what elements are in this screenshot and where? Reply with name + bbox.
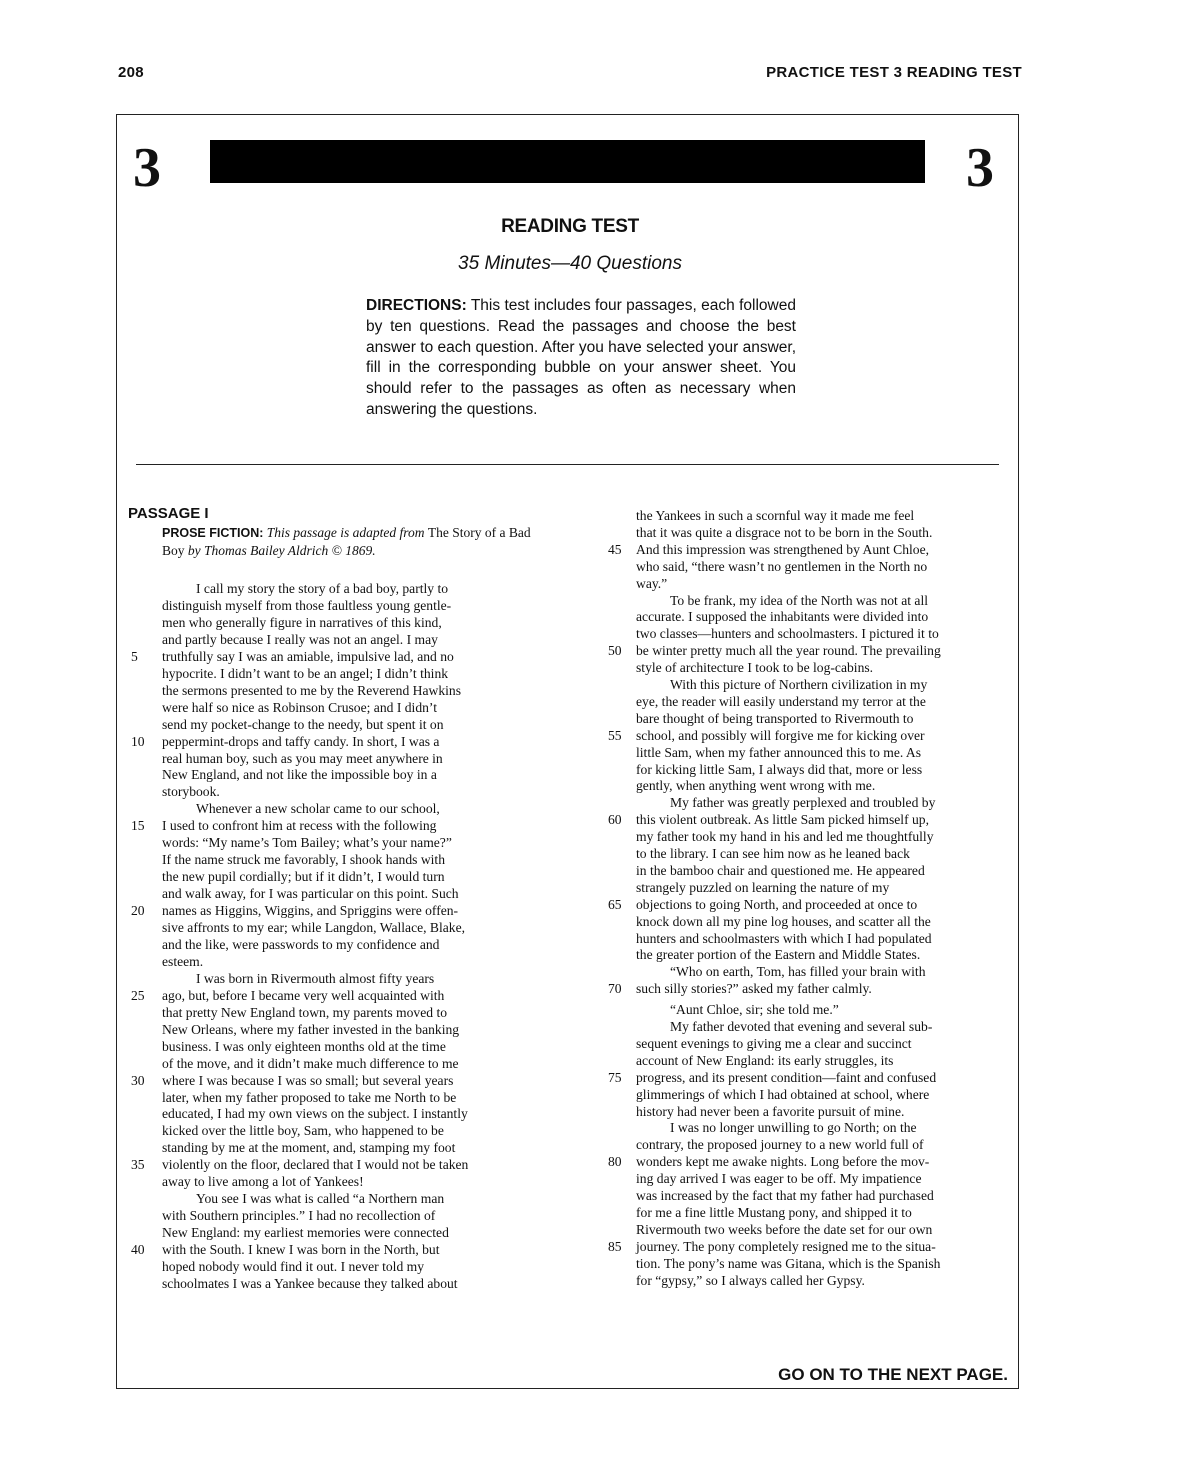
passage-line: and walk away, for I was particular on this point. Such	[162, 886, 459, 902]
passage-line: progress, and its present condition—faint and confused	[636, 1069, 937, 1085]
passage-line: I call my story the story of a bad boy, partly to	[196, 581, 449, 596]
passage-line: bare thought of being transported to Rivermouth to	[636, 710, 914, 726]
passage-line: who said, “there wasn’t no gentlemen in the North no	[636, 558, 928, 574]
line-number: 40	[131, 1242, 145, 1258]
passage-line: hoped nobody would find it out. I never told my	[162, 1259, 425, 1274]
passage-line: the new pupil cordially; but if it didn’t, I would turn	[162, 869, 445, 885]
passage-line: real human boy, such as you may meet anywhere in	[162, 750, 443, 766]
line-number: 75	[608, 1069, 622, 1085]
passage-line: sive affronts to my ear; while Langdon, Wallace, Blake,	[162, 920, 466, 935]
line-number: 45	[608, 541, 622, 557]
passage-line: for kicking little Sam, I always did that, more or less	[636, 761, 923, 777]
passage-line: sequent evenings to giving me a clear and succinct	[636, 1035, 912, 1051]
passage-line: “Aunt Chloe, sir; she told me.”	[670, 1002, 839, 1018]
passage-line: I was no longer unwilling to go North; on the	[670, 1120, 917, 1136]
line-number: 55	[608, 727, 622, 743]
passage-line: schoolmates I was a Yankee because they talked about	[162, 1275, 458, 1291]
passage-line: To be frank, my idea of the North was not at all	[670, 592, 929, 608]
passage-line: later, when my father proposed to take me North to be	[162, 1089, 457, 1105]
passage-line: for me a fine little Mustang pony, and shipped it to	[636, 1204, 912, 1220]
passage-line: names as Higgins, Wiggins, and Spriggins were offen-	[162, 903, 459, 919]
section-number-right: 3	[966, 137, 994, 199]
line-number: 10	[131, 733, 145, 749]
passage-line: esteem.	[162, 953, 204, 969]
passage-line: standing by me at the moment, and, stamping my foot	[162, 1140, 456, 1156]
passage-line: educated, I had my own views on the subject. I instantly	[162, 1106, 468, 1122]
passage-line: I used to confront him at recess with the following	[162, 818, 437, 834]
line-number: 85	[608, 1238, 622, 1254]
section-number-left: 3	[133, 137, 161, 199]
passage-line: accurate. I supposed the inhabitants were divided into	[636, 609, 929, 625]
passage-line: of the move, and it didn’t make much difference to me	[162, 1055, 459, 1071]
passage-line: New England, and not like the impossible boy in a	[162, 767, 437, 783]
passage-line: wonders kept me awake nights. Long before the mov-	[636, 1154, 930, 1170]
passage-line: ago, but, before I became very well acquainted with	[162, 987, 445, 1003]
source-author: by Thomas Bailey Aldrich © 1869.	[184, 543, 376, 558]
passage-line: strangely puzzled on learning the nature of my	[636, 879, 890, 895]
line-number: 30	[131, 1072, 145, 1088]
passage-source	[162, 524, 536, 559]
passage-line: words: “My name’s Tom Bailey; what’s your name?”	[162, 835, 452, 851]
passage-line: to the library. I can see him now as he leaned back	[636, 846, 910, 861]
passage-line: Rivermouth two weeks before the date set for our own	[636, 1221, 933, 1237]
passage-line: My father devoted that evening and several sub-	[670, 1019, 933, 1034]
source-label: PROSE FICTION:	[162, 526, 264, 540]
passage-line: and partly because I really was not an angel. I may	[162, 631, 438, 647]
passage-line: with the South. I knew I was born in the North, but	[162, 1242, 440, 1258]
passage-line: school, and possibly will forgive me for kicking over	[636, 727, 925, 743]
passage-line: and the like, were passwords to my confidence and	[162, 936, 440, 952]
passage-line: way.”	[636, 575, 668, 591]
source-title: The Story of a Bad Boy	[162, 525, 531, 558]
passage-line: be winter pretty much all the year round. The prevailing	[636, 643, 941, 659]
directions	[366, 296, 796, 421]
go-on-notice: GO ON TO THE NEXT PAGE.	[778, 1365, 1008, 1384]
passage-line: style of architecture I took to be log-cabins.	[636, 660, 874, 676]
passage-line: peppermint-drops and taffy candy. In short, I was a	[162, 733, 440, 749]
passage-line: violently on the floor, declared that I would not be taken	[162, 1157, 469, 1173]
passage-line: hunters and schoolmasters with which I had populated	[636, 930, 932, 946]
passage-heading: PASSAGE I	[128, 505, 209, 522]
passage-line: history had never been a favorite pursuit of mine.	[636, 1103, 905, 1119]
passage-line: hypocrite. I didn’t want to be an angel; I didn’t think	[162, 665, 449, 681]
passage-line: away to live among a lot of Yankees!	[162, 1174, 364, 1190]
passage-line: storybook.	[162, 784, 220, 800]
test-subtitle: 35 Minutes—40 Questions	[458, 253, 682, 274]
passage-line: Whenever a new scholar came to our school,	[196, 801, 440, 817]
passage-line: knock down all my pine log houses, and scatter all the	[636, 913, 931, 929]
passage-line: gently, when anything went wrong with me.	[636, 778, 876, 794]
passage-line: distinguish myself from those faultless young gentle-	[162, 597, 452, 613]
passage-line: such silly stories?” asked my father calmly.	[636, 981, 872, 997]
line-number: 25	[131, 987, 145, 1003]
passage-line: journey. The pony completely resigned me to the situa-	[636, 1238, 936, 1254]
passage-line: truthfully say I was an amiable, impulsive lad, and no	[162, 648, 454, 664]
passage-line: with Southern principles.” I had no recollection of	[162, 1208, 436, 1224]
passage-line: You see I was what is called “a Northern man	[196, 1191, 445, 1207]
passage-line: “Who on earth, Tom, has filled your brain with	[670, 964, 926, 980]
passage-line: objections to going North, and proceeded at once to	[636, 896, 918, 912]
line-number: 65	[608, 896, 622, 912]
passage-line: that pretty New England town, my parents moved to	[162, 1004, 448, 1020]
passage-line: send my pocket-change to the needy, but spent it on	[162, 716, 444, 732]
passage-line: two classes—hunters and schoolmasters. I pictured it to	[636, 626, 939, 642]
passage-line: With this picture of Northern civilization in my	[670, 677, 928, 692]
passage-line: I was born in Rivermouth almost fifty years	[196, 970, 435, 986]
passage-line: in the bamboo chair and questioned me. He appeared	[636, 862, 925, 878]
line-number: 15	[131, 818, 145, 834]
directions-text: This test includes four passages, each followed by ten questions. Read the passages and choose the best answer to each question. After you have selected your answer, fill in the corresponding bubble on your answer sheet. You should refer to the passages as often as necessary when answering the questions.	[366, 297, 796, 418]
line-number: 50	[608, 643, 622, 659]
passage-line: My father was greatly perplexed and troubled by	[670, 795, 936, 811]
directions-label: DIRECTIONS:	[366, 297, 467, 314]
line-number: 20	[131, 903, 145, 919]
passage-line: And this impression was strengthened by Aunt Chloe,	[636, 541, 929, 557]
passage-line: eye, the reader will easily understand my terror at the	[636, 693, 926, 709]
passage-line: that it was quite a disgrace not to be born in the South.	[636, 524, 933, 540]
page-number: 208	[118, 64, 144, 81]
source-intro: This passage is adapted from	[263, 525, 428, 540]
passage-line: account of New England: its early struggles, its	[636, 1052, 894, 1068]
line-number: 5	[131, 648, 138, 664]
passage-line: were half so nice as Robinson Crusoe; and I didn’t	[162, 699, 437, 715]
passage-line: kicked over the little boy, Sam, who happened to be	[162, 1123, 444, 1139]
passage-line: tion. The pony’s name was Gitana, which is the Spanish	[636, 1255, 941, 1271]
line-number: 60	[608, 812, 622, 828]
passage-line: the Yankees in such a scornful way it made me feel	[636, 508, 915, 523]
line-number: 35	[131, 1157, 145, 1173]
line-number: 70	[608, 981, 622, 997]
passage-line: business. I was only eighteen months old at the time	[162, 1038, 446, 1054]
passage-line: men who generally figure in narratives of this kind,	[162, 614, 442, 630]
line-number: 80	[608, 1154, 622, 1170]
passage-line: contrary, the proposed journey to a new world full of	[636, 1137, 924, 1153]
passage-line: where I was because I was so small; but several years	[162, 1072, 454, 1088]
divider-rule	[136, 464, 999, 465]
passage-line: was increased by the fact that my father had purchased	[636, 1188, 934, 1203]
test-title: READING TEST	[501, 216, 639, 237]
passage-line: little Sam, when my father announced this to me. As	[636, 744, 922, 760]
passage-line: ing day arrived I was eager to be off. My impatience	[636, 1171, 922, 1187]
running-title: PRACTICE TEST 3 READING TEST	[766, 64, 1022, 81]
passage-line: my father took my hand in his and led me thoughtfully	[636, 829, 934, 845]
passage-line: the sermons presented to me by the Reverend Hawkins	[162, 682, 461, 698]
passage-line: glimmerings of which I had obtained at school, where	[636, 1086, 930, 1102]
passage-line: the greater portion of the Eastern and Middle States.	[636, 947, 921, 963]
passage-line: New England: my earliest memories were connected	[162, 1225, 449, 1241]
passage-line: this violent outbreak. As little Sam picked himself up,	[636, 812, 929, 828]
passage-line: If the name struck me favorably, I shook hands with	[162, 852, 445, 868]
passage-line: New Orleans, where my father invested in the banking	[162, 1021, 460, 1037]
passage-line: for “gypsy,” so I always called her Gypsy.	[636, 1272, 865, 1288]
section-bar	[210, 140, 925, 183]
